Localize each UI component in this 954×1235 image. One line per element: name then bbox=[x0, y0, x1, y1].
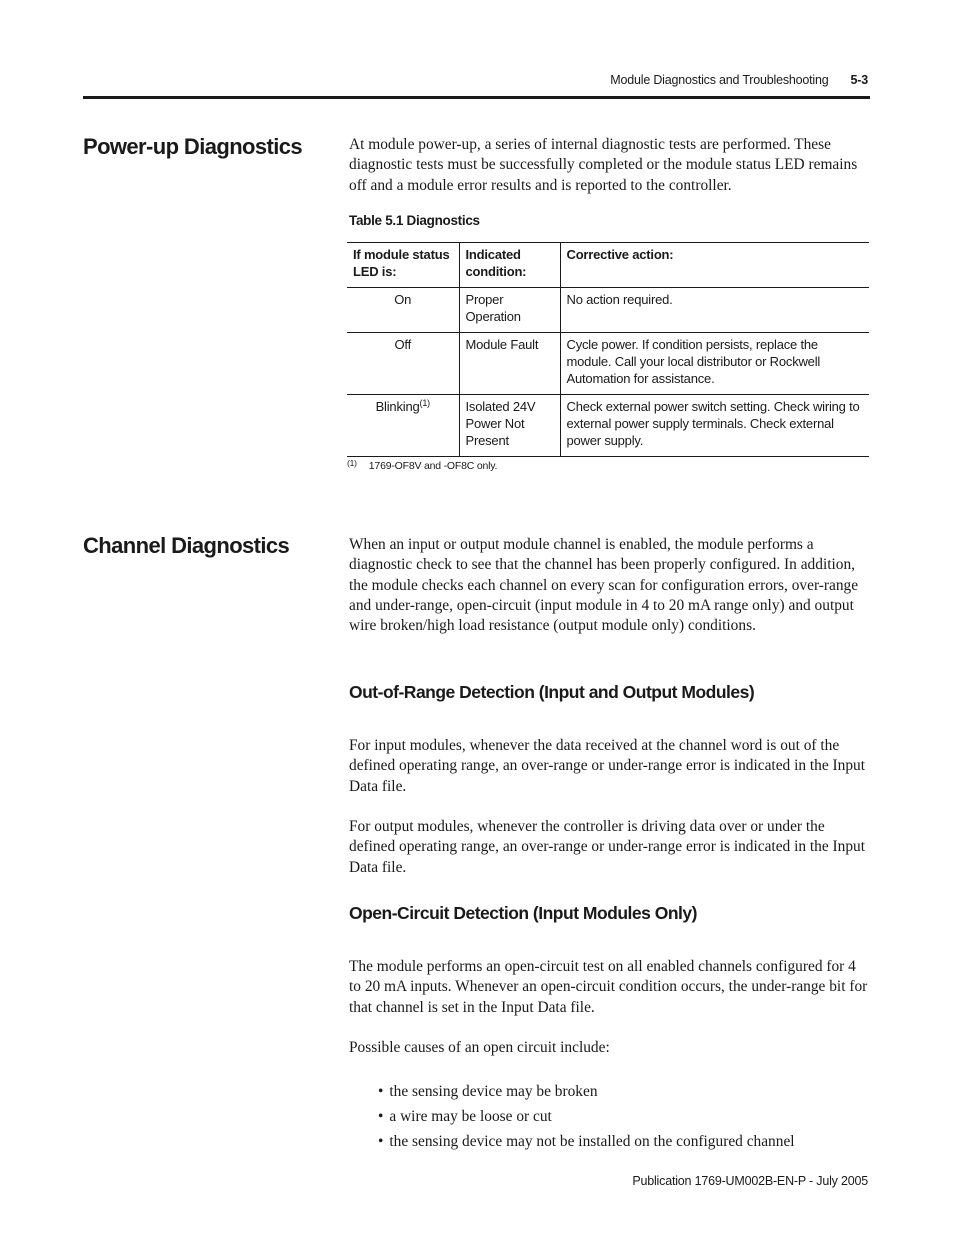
open-circuit-heading: Open-Circuit Detection (Input Modules Only) bbox=[349, 903, 697, 923]
footnote-ref: (1) bbox=[419, 398, 430, 408]
table-row bbox=[347, 395, 869, 457]
publication-footer: Publication 1769-UM002B-EN-P - July 2005 bbox=[632, 1174, 868, 1188]
col-header-action: Corrective action: bbox=[560, 243, 869, 288]
col-header-led: If module status LED is: bbox=[353, 247, 450, 279]
power-up-intro: At module power-up, a series of internal diagnostic tests are performed. These diagnostic tests must be successfully completed or the module status LED remains off and a module error results and is reported to the controller. bbox=[349, 136, 858, 194]
cell-condition: Isolated 24V Power Not Present bbox=[459, 395, 560, 457]
list-item: • the sensing device may not be installed on the configured channel bbox=[378, 1129, 795, 1154]
table-row bbox=[347, 288, 869, 333]
power-up-heading: Power-up Diagnostics bbox=[83, 134, 303, 159]
channel-heading: Channel Diagnostics bbox=[83, 533, 290, 558]
out-of-range-p2: For output modules, whenever the controller is driving data over or under the defined operating range, an over-range or under-range error is indicated in the Input Data file. bbox=[349, 818, 866, 876]
cell-action: Check external power switch setting. Check wiring to external power supply terminals. Check external power supply. bbox=[560, 395, 869, 457]
table-caption: Table 5.1 Diagnostics bbox=[349, 213, 480, 228]
list-item: • a wire may be loose or cut bbox=[378, 1104, 795, 1129]
cell-led: On bbox=[394, 292, 412, 307]
led-blinking-label: Blinking bbox=[375, 399, 420, 414]
running-title: Module Diagnostics and Troubleshooting bbox=[610, 73, 829, 87]
out-of-range-heading: Out-of-Range Detection (Input and Output Modules) bbox=[349, 682, 755, 702]
cell-led bbox=[347, 395, 459, 457]
cell-condition: Module Fault bbox=[459, 333, 560, 395]
header-rule bbox=[83, 96, 870, 99]
footnote-mark: (1) bbox=[347, 458, 357, 468]
col-header-condition: Indicated condition: bbox=[459, 243, 560, 288]
open-circuit-causes-list bbox=[378, 1079, 795, 1154]
cell-action: No action required. bbox=[560, 288, 869, 333]
page-number: 5-3 bbox=[850, 73, 868, 87]
footnote-text: 1769-OF8V and -OF8C only. bbox=[368, 460, 498, 472]
list-item: • the sensing device may be broken bbox=[378, 1079, 795, 1104]
cell-condition: Proper Operation bbox=[459, 288, 560, 333]
cell-action: Cycle power. If condition persists, replace the module. Call your local distributor or Rockwell Automation for assistance. bbox=[560, 333, 869, 395]
open-circuit-p1: The module performs an open-circuit test on all enabled channels configured for 4 to 20 mA inputs. Whenever an open-circuit condition occurs, the under-range bit for that channel is set in the Input Data file. bbox=[349, 958, 868, 1016]
table-header-row bbox=[347, 243, 869, 288]
channel-intro: When an input or output module channel is enabled, the module performs a diagnostic check to see that the channel has been properly configured. In addition, the module checks each channel on every scan for configuration errors, over-range and under-range, open-circuit (input module in 4 to 20 mA range only) and output wire broken/high load resistance (output module only) conditions. bbox=[349, 536, 859, 635]
open-circuit-p2: Possible causes of an open circuit include: bbox=[349, 1039, 610, 1056]
out-of-range-p1: For input modules, whenever the data received at the channel word is out of the defined operating range, an over-range or under-range error is indicated in the Input Data file. bbox=[349, 737, 866, 795]
diagnostics-table bbox=[347, 242, 869, 457]
cell-led: Off bbox=[394, 337, 411, 352]
running-header bbox=[610, 73, 868, 87]
table-footnote bbox=[347, 458, 497, 472]
table-row bbox=[347, 333, 869, 395]
